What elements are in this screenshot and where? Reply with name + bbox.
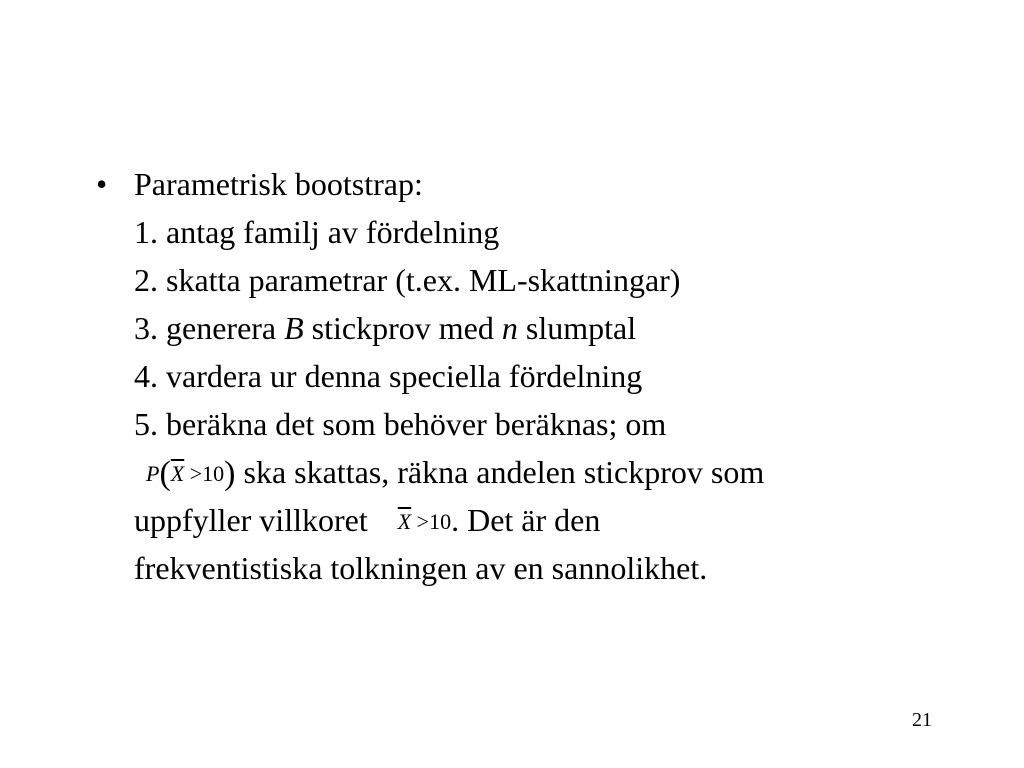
step-5-line-2 xyxy=(134,448,954,496)
formula-p-symbol: P xyxy=(146,461,160,486)
variable-b: B xyxy=(284,310,304,346)
step-5-line-3 xyxy=(134,496,954,544)
step-5-line-1: 5. beräkna det som behöver beräknas; om xyxy=(134,406,667,442)
step-5-line-2-text: ska skattas, räkna andelen stickprov som xyxy=(235,454,765,490)
formula-x-bar: $\overline{X}$ xyxy=(170,461,185,486)
formula-open-paren: ( xyxy=(159,455,171,492)
formula-gt-10-2: >10 xyxy=(411,509,452,534)
step-5-line-4: frekventistiska tolkningen av en sannolikhet. xyxy=(134,550,708,586)
bullet-heading: Parametrisk bootstrap: xyxy=(134,166,423,202)
page-number: 21 xyxy=(912,709,932,731)
step-5-line-3-pre: uppfyller villkoret xyxy=(134,502,376,538)
step-1: 1. antag familj av fördelning xyxy=(134,214,500,250)
step-3 xyxy=(134,304,954,352)
step-3-post: slumptal xyxy=(517,310,637,346)
formula-x-bar-2: $\overline{X}$ xyxy=(397,509,412,534)
formula-p-x-gt-10 xyxy=(146,450,235,498)
step-2: 2. skatta parametrar (t.ex. ML-skattningar) xyxy=(134,262,681,298)
step-3-mid: stickprov med xyxy=(303,310,502,346)
step-5-line-3-post: . Det är den xyxy=(451,502,601,538)
step-3-pre: 3. generera xyxy=(134,310,285,346)
step-4: 4. vardera ur denna speciella fördelning xyxy=(134,358,643,394)
variable-n: n xyxy=(501,310,518,346)
formula-gt-10: >10 xyxy=(184,461,225,486)
bullet-body xyxy=(134,160,954,592)
formula-close-paren: ) xyxy=(224,455,236,492)
formula-x-gt-10 xyxy=(398,498,451,546)
bullet-dot: • xyxy=(96,166,108,202)
